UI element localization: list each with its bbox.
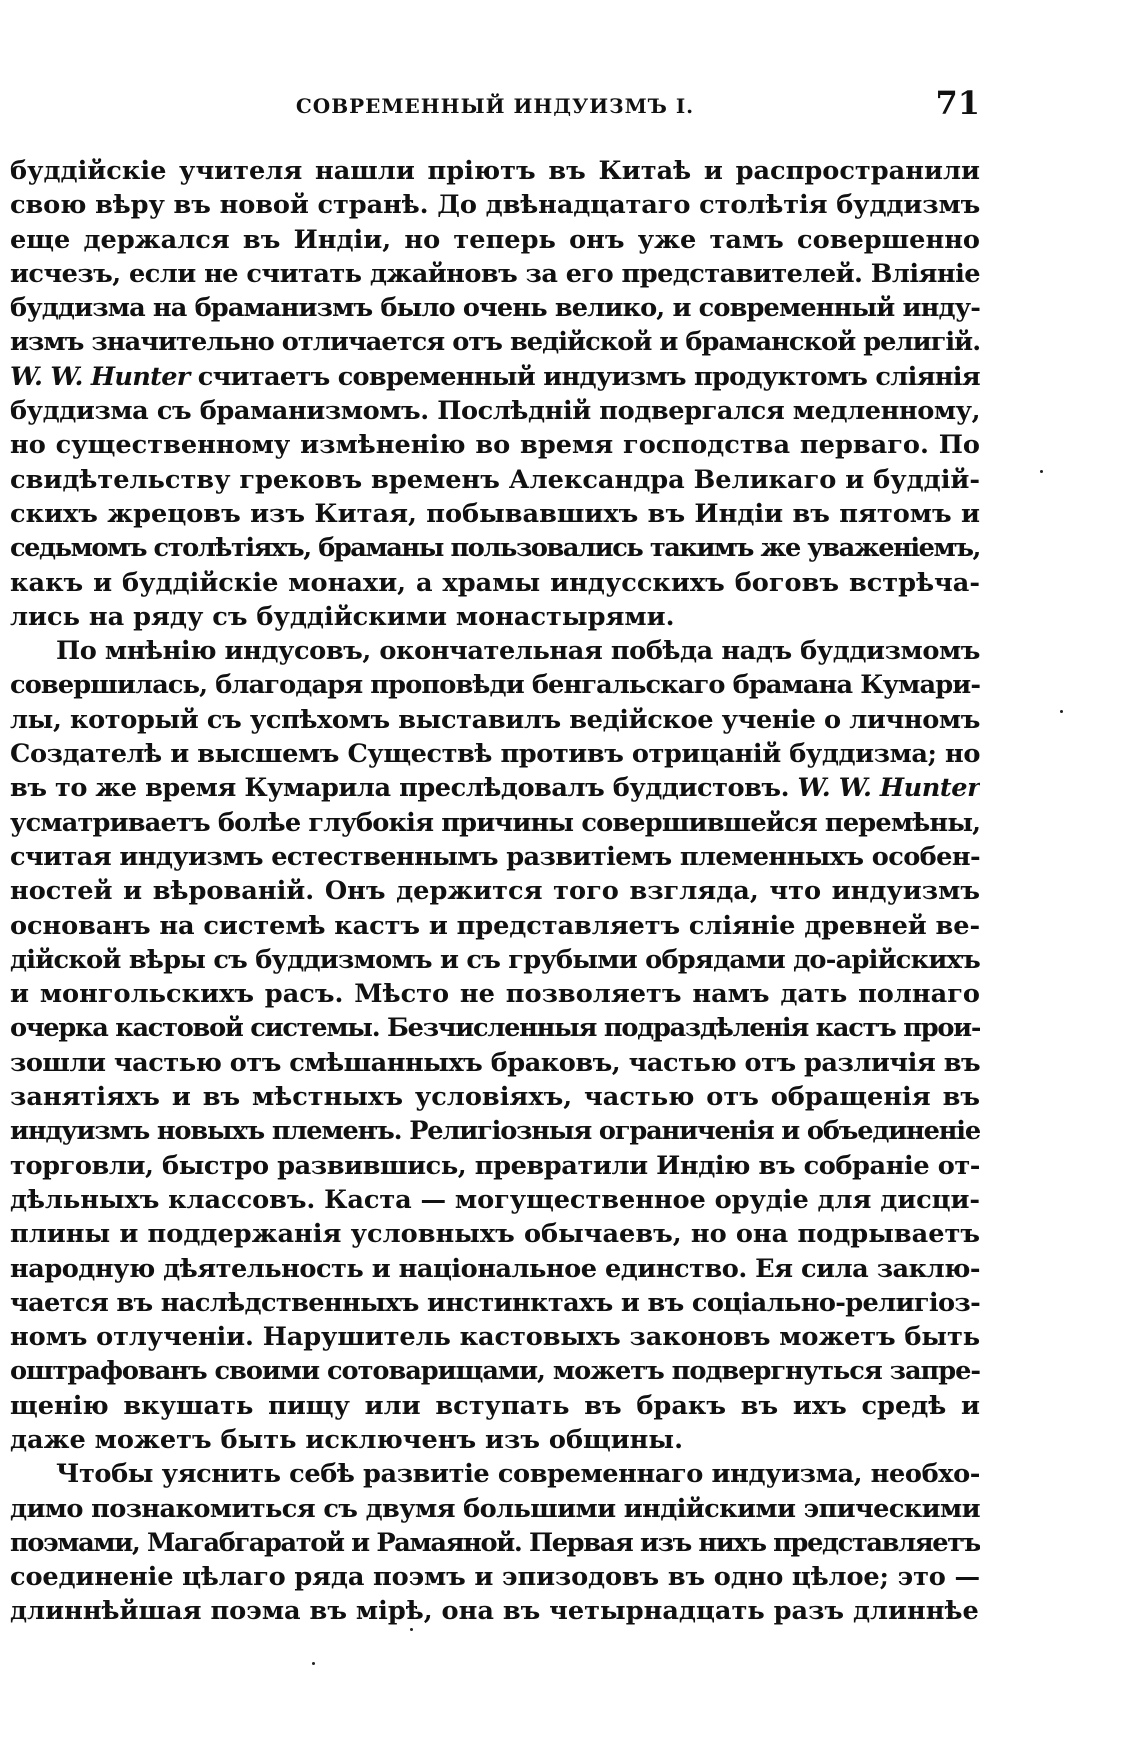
text-line [10,257,980,291]
text-line [10,566,980,600]
text-line [10,154,980,188]
text-line [10,668,980,702]
line-text: совершилась, благодаря проповѣди бенгальскаго брамана Кумари- [10,670,980,701]
text-line [10,1217,980,1251]
running-title: СОВРЕМЕННЫЙ ИНДУИЗМЪ I. [295,94,695,118]
paragraph [10,154,980,634]
body-text [10,154,980,1629]
line-text: поэмами, Магабгаратой и Рамаяной. Первая изъ нихъ представляетъ [10,1527,980,1558]
line-text: очерка кастовой системы. Безчисленныя подраздѣленія кастъ прои- [10,1013,980,1044]
line-text: ностей и вѣрованій. Онъ держится того взгляда, что индуизмъ [10,876,980,907]
line-text: занятіяхъ и въ мѣстныхъ условіяхъ, частью отъ обращенія въ [10,1082,980,1113]
text-line [10,874,980,908]
text-line [10,291,980,325]
line-text: Чтобы уяснить себѣ развитіе современнаго индуизма, необхо- [56,1459,980,1490]
text-line [10,1389,980,1423]
author-name: W. W. Hunter [797,773,980,804]
paragraph [10,1457,980,1628]
print-speck [1060,710,1063,713]
text-line [10,909,980,943]
line-text: По мнѣнію индусовъ, окончательная побѣда надъ буддизмомъ [56,636,980,667]
line-text: буддизма съ браманизмомъ. Послѣдній подвергался медленному, [10,396,980,427]
line-text: димо познакомиться съ двумя большими индійскими эпическими [10,1493,980,1524]
line-text: зошли частью отъ смѣшанныхъ браковъ, частью отъ различія въ [10,1047,980,1078]
text-line [10,1320,980,1354]
line-text: даже можетъ быть исключенъ изъ общины. [10,1424,683,1455]
line-text: дѣльныхъ классовъ. Каста — могущественное орудіе для дисци- [10,1184,980,1215]
text-line [10,600,980,634]
line-text: свидѣтельству грековъ временъ Александра Великаго и буддій- [10,464,980,495]
line-text: чается въ наслѣдственныхъ инстинктахъ и въ соціально-религіоз- [10,1287,980,1318]
line-text: основанъ на системѣ кастъ и представляетъ сліяніе древней ве- [10,910,980,941]
text-line [10,1560,980,1594]
line-text: усматриваетъ болѣе глубокія причины совершившейся перемѣны, [10,807,980,838]
text-line [10,1457,980,1491]
text-line [10,394,980,428]
line-text: индуизмъ новыхъ племенъ. Религіозныя ограниченія и объединеніе [10,1116,980,1147]
text-line [10,531,980,565]
text-line [10,1011,980,1045]
text-line [10,1149,980,1183]
text-line [10,1354,980,1388]
running-header [10,84,980,124]
text-line [10,977,980,1011]
text-line [10,360,980,394]
line-text: скихъ жрецовъ изъ Китая, побывавшихъ въ Индіи въ пятомъ и [10,498,980,529]
text-line [10,325,980,359]
text-line [10,1183,980,1217]
line-text: щенію вкушать пищу или вступать въ бракъ въ ихъ средѣ и [10,1390,980,1421]
print-speck [1040,470,1043,473]
line-text: буддизма на браманизмъ было очень велико, и современный инду- [10,293,980,324]
line-text: измъ значительно отличается отъ ведійской и браманской религій. [10,327,980,358]
text-line [10,1046,980,1080]
text-line [10,1492,980,1526]
text-line [10,223,980,257]
line-text: торговли, быстро развившись, превратили Индію въ собраніе от- [10,1150,980,1181]
text-line [10,737,980,771]
text-line [10,771,980,805]
text-line [10,1594,980,1628]
line-text: буддійскіе учителя нашли пріютъ въ Китаѣ и распространили [10,156,980,186]
line-text: плины и поддержанія условныхъ обычаевъ, но она подрываетъ [10,1219,980,1250]
text-line [10,806,980,840]
line-text: Создателѣ и высшемъ Существѣ противъ отрицаній буддизма; но [10,739,980,770]
text-line [10,463,980,497]
line-text: лы, который съ успѣхомъ выставилъ ведійское ученіе о личномъ [10,704,980,735]
text-line [10,497,980,531]
text-line [10,1286,980,1320]
print-speck [410,1628,413,1631]
text-line [10,703,980,737]
line-text: дійской вѣры съ буддизмомъ и съ грубыми обрядами до-арійскихъ [10,944,980,975]
line-text: но существенному измѣненію во время господства перваго. По [10,430,980,461]
paragraph [10,634,980,1457]
author-name: W. W. Hunter [10,361,190,392]
line-text: и монгольскихъ расъ. Мѣсто не позволяетъ намъ дать полнаго [10,979,980,1010]
line-text: номъ отлученіи. Нарушитель кастовыхъ законовъ можетъ быть [10,1322,980,1353]
text-line [10,1114,980,1148]
page-number: 71 [935,84,980,122]
print-speck [312,1662,315,1665]
line-text: седьмомъ столѣтіяхъ, браманы пользовались такимъ же уваженіемъ, [10,533,980,564]
text-line [10,1423,980,1457]
line-text: народную дѣятельность и національное единство. Ея сила заклю- [10,1253,980,1284]
line-text: какъ и буддійскіе монахи, а храмы индусскихъ боговъ встрѣча- [10,567,980,598]
text-line [10,634,980,668]
line-text: еще держался въ Индіи, но теперь онъ уже тамъ совершенно [10,224,980,255]
line-text: свою вѣру въ новой странѣ. До двѣнадцатаго столѣтія буддизмъ [10,190,980,221]
text-line [10,1080,980,1114]
line-text: считая индуизмъ естественнымъ развитіемъ племенныхъ особен- [10,841,980,872]
text-line [10,188,980,222]
text-line [10,1252,980,1286]
line-text: соединеніе цѣлаго ряда поэмъ и эпизодовъ въ одно цѣлое; это — [10,1562,980,1593]
text-line [10,840,980,874]
text-line [10,1526,980,1560]
text-line [10,428,980,462]
line-text: считаетъ современный индуизмъ продуктомъ сліянія [189,361,980,392]
text-line [10,943,980,977]
line-text: исчезъ, если не считать джайновъ за его представителей. Вліяніе [10,258,980,289]
line-text: оштрафованъ своими сотоварищами, можетъ подвергнуться запре- [10,1356,980,1387]
line-text: въ то же время Кумарила преслѣдовалъ буддистовъ. [10,773,798,804]
line-text: лись на ряду съ буддійскими монастырями. [10,601,675,632]
line-text: длиннѣйшая поэма въ мірѣ, она въ четырнадцать разъ длиннѣе [10,1596,979,1627]
